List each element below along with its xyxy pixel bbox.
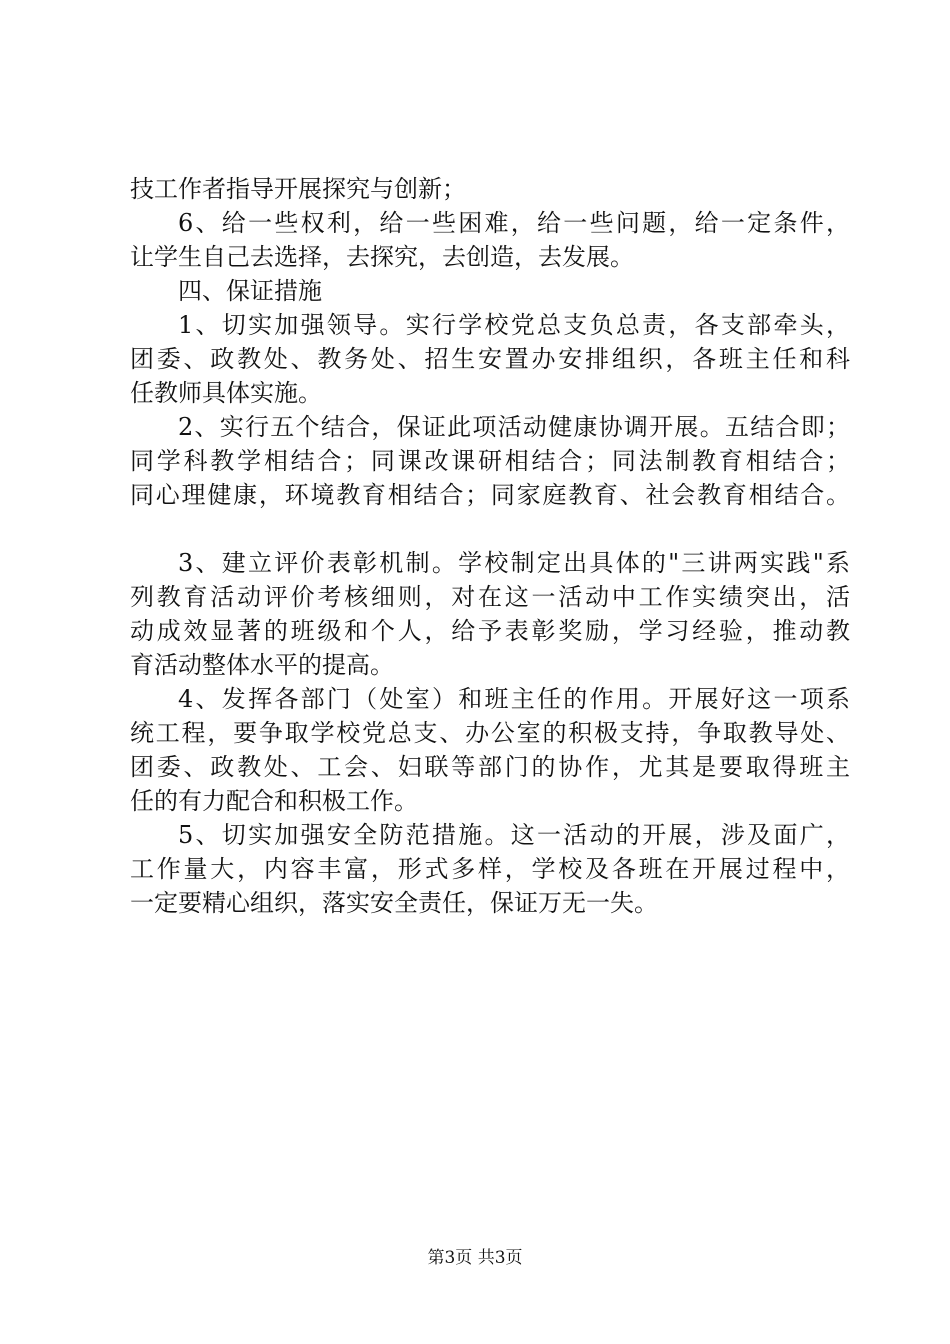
text-line: 技工作者指导开展探究与创新；	[130, 175, 466, 203]
text-line: 列教育活动评价考核细则，对在这一活动中工作实绩突出，活	[130, 583, 850, 611]
text-line: 同学科教学相结合；同课改课研相结合；同法制教育相结合；	[130, 447, 850, 475]
text-line: 4、发挥各部门（处室）和班主任的作用。开展好这一项系	[178, 685, 850, 713]
text-line: 任的有力配合和积极工作。	[130, 787, 418, 815]
text-line: 一定要精心组织，落实安全责任，保证万无一失。	[130, 889, 658, 917]
document-body	[130, 172, 850, 920]
page-footer	[0, 1247, 950, 1269]
text-line: 任教师具体实施。	[130, 379, 322, 407]
text-line: 1、切实加强领导。实行学校党总支负总责，各支部牵头，	[178, 311, 850, 339]
text-line: 工作量大，内容丰富，形式多样，学校及各班在开展过程中，	[130, 855, 850, 883]
text-line: 团委、政教处、教务处、招生安置办安排组织，各班主任和科	[130, 345, 850, 373]
text-line: 2、实行五个结合，保证此项活动健康协调开展。五结合即；	[178, 413, 850, 441]
text-line: 让学生自己去选择，去探究，去创造，去发展。	[130, 243, 634, 271]
text-line: 育活动整体水平的提高。	[130, 651, 394, 679]
text-line: 动成效显著的班级和个人，给予表彰奖励，学习经验，推动教	[130, 617, 850, 645]
text-line: 团委、政教处、工会、妇联等部门的协作，尤其是要取得班主	[130, 753, 850, 781]
section-heading: 四、保证措施	[178, 277, 322, 305]
page-number-label: 第3页 共3页	[427, 1248, 523, 1268]
paragraph-gap	[130, 512, 850, 546]
text-line: 统工程，要争取学校党总支、办公室的积极支持，争取教导处、	[130, 719, 850, 747]
text-line: 6、给一些权利，给一些困难，给一些问题，给一定条件，	[178, 209, 850, 237]
text-line: 5、切实加强安全防范措施。这一活动的开展，涉及面广，	[178, 821, 850, 849]
text-line: 同心理健康，环境教育相结合；同家庭教育、社会教育相结合。	[130, 481, 850, 509]
text-line: 3、建立评价表彰机制。学校制定出具体的"三讲两实践"系	[178, 549, 850, 577]
